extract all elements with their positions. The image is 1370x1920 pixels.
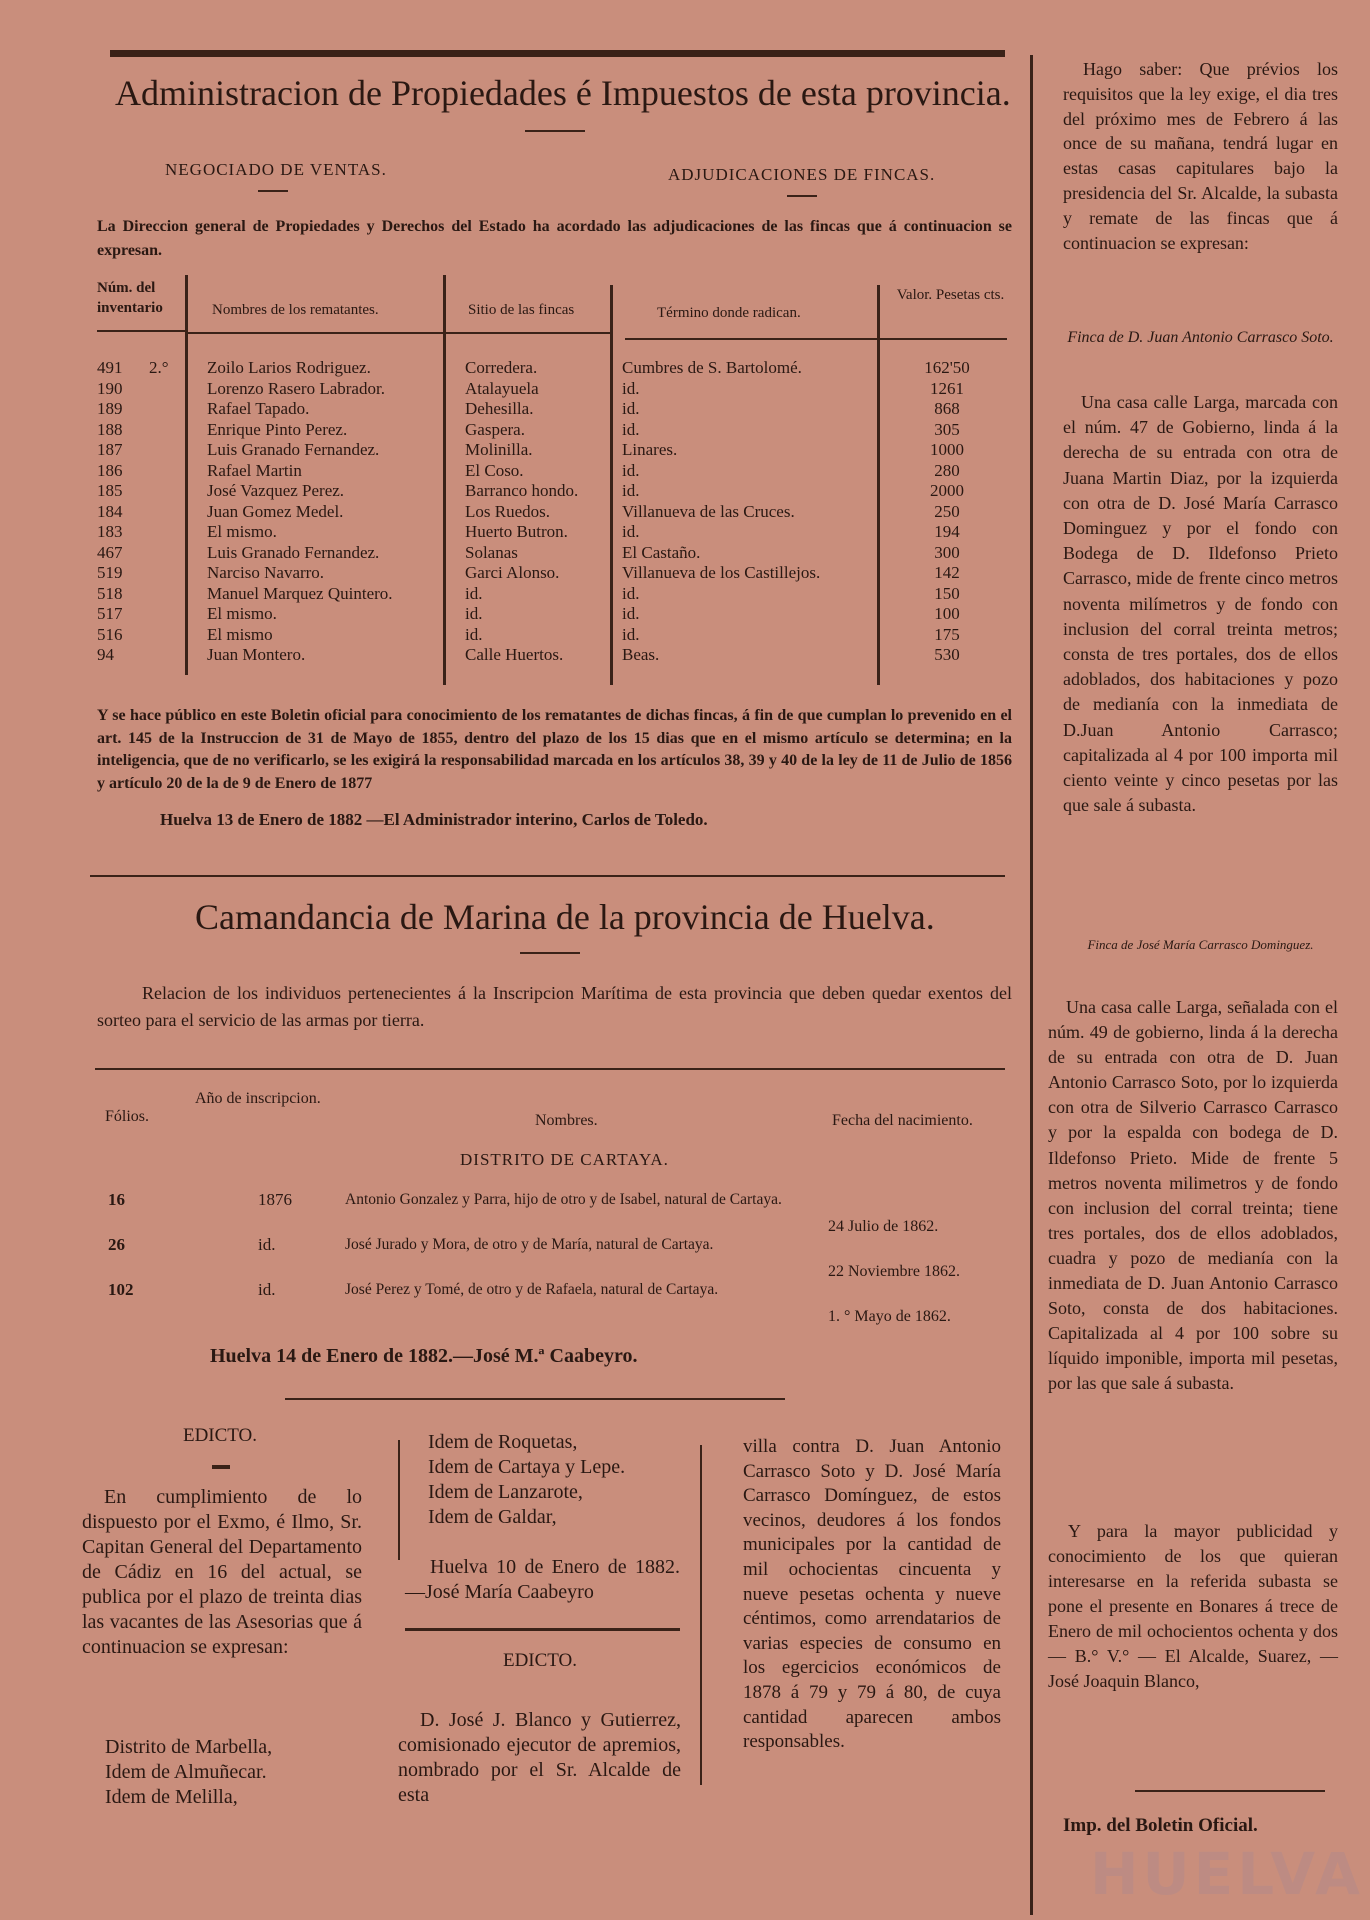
table-cell-valor: 868 [934,399,960,418]
header-valor: Valor. Pesetas cts. [896,287,1005,303]
table-cell-nombre: Manuel Marquez Quintero. [207,583,393,603]
table-cell-valor: 300 [934,542,960,562]
marina-cell-anio: id. [258,1280,276,1299]
marina-cell-anio: 1876 [258,1190,292,1209]
finca2-body: Una casa calle Larga, señalada con el núm. 49 de gobierno, linda á la derecha de su entrada con otra de D. Juan Antonio Carrasco Soto, por lo izquierda con otra de Silverio Carrasco Carrasco y por la espalda con bodega de D. Ildefonso Prieto. Mide de frente 5 metros noventa milimetros y de fondo con inclusion del corral treinta; tiene tres portales, dos de ellos adoblados, cuadra y pozo de medianía con la inmediata de D. Juan Antonio Carrasco Soto, consta de dos habitaciones. Capitalizada al 4 por 100 sobre su líquido imponible, importa mil pesetas, por las que sale á subasta. [1048,997,1338,1394]
table-cell-num: 189 [97,399,123,418]
marina-header-fecha: Fecha del nacimiento. [832,1112,973,1129]
table-cell-termino: id. [622,624,640,644]
intro-text: La Direccion general de Propiedades y Derechos del Estado ha acordado las adjudicaciones de las fincas que á continuacion se expresan. [97,218,1012,259]
table-cell-sitio: id. [465,624,483,644]
table-cell-num: 467 [97,542,123,562]
table-cell-nombre: Rafael Martin [207,460,302,480]
table-cell-sitio: Garci Alonso. [465,563,560,582]
table-cell-nombre: José Vazquez Perez. [207,481,345,500]
table-cell-valor: 280 [934,460,960,480]
table-cell-termino: id. [622,399,640,418]
table-cell-termino: Villanueva de los Castillejos. [622,563,821,582]
edicto1-body: En cumplimiento de lo dispuesto por el Exmo, é Ilmo, Sr. Capitan General del Departamento de Cádiz en 16 del actual, se publica por el plazo de treinta dias las vacantes de las Asesorias que á continuacion se expresan: [82,1486,362,1658]
negociado-label: NEGOCIADO DE VENTAS. [165,160,387,179]
district-label: DISTRITO DE CARTAYA. [460,1150,669,1169]
table-cell-sitio: Los Ruedos. [465,501,550,521]
table-cell-termino: id. [622,604,640,623]
table-cell-termino: id. [622,378,640,398]
table-cell-nombre: Narciso Navarro. [207,563,325,582]
edicto2-body-a: D. José J. Blanco y Gutierrez, comisionado ejecutor de apremios, nombrado por el Sr. Alcalde de esta [398,1709,681,1806]
table-cell-sitio: Molinilla. [465,440,533,459]
header-num: Núm. del inventario [97,280,163,316]
table-cell-sitio: id. [465,604,483,623]
table-cell-nombre: El mismo. [207,604,277,623]
table-cell-num: 188 [97,419,123,439]
marina-cell-nombre: Antonio Gonzalez y Parra, hijo de otro y de Isabel, natural de Cartaya. [345,1191,782,1208]
table-cell-valor: 530 [934,645,960,664]
table-cell-num: 519 [97,563,123,582]
list-item: Idem de Roquetas, [428,1431,578,1453]
table-cell-sitio: Atalayuela [465,378,539,398]
table-cell-sitio: Gaspera. [465,419,525,439]
table-cell-sitio: Corredera. [465,358,538,377]
table-cell-valor: 150 [934,583,960,603]
table-cell-termino: Beas. [622,645,660,664]
table-cell-valor: 100 [934,604,960,623]
huelva-watermark: HUELVA [1090,1840,1365,1908]
table-cell-nombre: Lorenzo Rasero Labrador. [207,378,385,398]
table-cell-nombre: Juan Montero. [207,645,306,664]
table-cell-extra [149,481,189,502]
edicto1-list-a [105,1735,272,1810]
table-cell-num: 185 [97,481,123,500]
table-cell-num: 186 [97,460,123,480]
table-cell-num: 517 [97,604,123,623]
table-cell-sitio: Huerto Butron. [465,522,568,541]
table-cell-extra [149,502,189,523]
header-termino: Término donde radican. [657,305,801,321]
table-cell-nombre: Juan Gomez Medel. [207,501,344,521]
table-cell-nombre: Rafael Tapado. [207,399,310,418]
table-cell-valor: 175 [934,624,960,644]
marina-cell-folio: 16 [108,1190,125,1209]
table-cell-extra [149,645,189,666]
finca2-title: Finca de José María Carrasco Dominguez. [1087,937,1314,952]
table-cell-valor: 305 [934,419,960,439]
marina-cell-fecha: 22 Noviembre 1862. [828,1263,960,1280]
marina-title: Camandancia de Marina de la provincia de Huelva. [195,897,935,937]
table-cell-nombre: Enrique Pinto Perez. [207,419,348,439]
table-cell-extra [149,625,189,646]
table-cell-extra [149,522,189,543]
table-cell-sitio: Calle Huertos. [465,645,564,664]
table-cell-extra [149,461,189,482]
marina-header-nombres: Nombres. [535,1112,598,1129]
table-cell-termino: id. [622,481,640,500]
table-cell-extra [149,604,189,625]
table-cell-extra [149,420,189,441]
edicto2-title: EDICTO. [502,1650,578,1671]
marina-intro: Relacion de los individuos pertenecientes á la Inscripcion Marítima de esta provincia que deben quedar exentos del sorteo para el servicio de las armas por tierra. [97,983,1012,1030]
title-ornament [525,130,585,132]
table-cell-num: 190 [97,378,123,398]
table-cell-nombre: Luis Granado Fernandez. [207,440,380,459]
table-cell-sitio: Solanas [465,542,518,562]
marina-signature: Huelva 14 de Enero de 1882.—José M.ª Caabeyro. [210,1345,638,1367]
list-item: Idem de Lanzarote, [428,1481,583,1503]
table-cell-termino: El Castaño. [622,542,701,562]
table-cell-num: 518 [97,583,123,603]
marina-header-folios: Fólios. [105,1108,150,1125]
table-cell-valor: 162'50 [924,358,970,377]
list-item: Idem de Cartaya y Lepe. [428,1456,626,1478]
notice-text: Y se hace público en este Boletin oficial para conocimiento de los rematantes de dichas fincas, á fin de que cumplan lo prevenido en el art. 145 de la Instruccion de 31 de Mayo de 1855, dentro del plazo de los 15 dias que en el mismo artículo se determina; en la inteligencia, que de no verificarlo, se les exigirá la responsabilidad marcada en los artículos 38, 39 y 40 de la ley de 11 de Julio de 1856 y artículo 20 de la de 9 de Enero de 1877 [97,707,1012,792]
header-nombres: Nombres de los rematantes. [212,302,379,318]
marina-cell-fecha: 24 Julio de 1862. [828,1218,939,1235]
table-cell-termino: id. [622,522,640,541]
finca1-title: Finca de D. Juan Antonio Carrasco Soto. [1067,329,1334,346]
page-title: Administracion de Propiedades é Impuestos de esta provincia. [115,73,1011,113]
table-cell-nombre: El mismo. [207,522,277,541]
marina-header-anio: Año de inscripcion. [195,1090,321,1107]
table-cell-extra [149,440,189,461]
table-cell-sitio: El Coso. [465,460,524,480]
list-item: Idem de Almuñecar. [105,1761,267,1783]
table-cell-num: 184 [97,501,123,521]
table-cell-valor: 194 [934,522,960,541]
table-cell-sitio: Dehesilla. [465,399,534,418]
edicto1-title: EDICTO. [182,1425,258,1446]
marina-cell-nombre: José Perez y Tomé, de otro y de Rafaela, natural de Cartaya. [345,1281,719,1298]
table-cell-extra: 2.° [149,358,169,377]
table-cell-valor: 1000 [930,440,964,459]
marina-cell-folio: 102 [108,1280,134,1299]
edicto1-signature: Huelva 10 de Enero de 1882. —José María Caabeyro [405,1556,680,1603]
edicto1-list-b [428,1430,625,1530]
table-cell-nombre: Zoilo Larios Rodriguez. [207,358,371,377]
table-cell-extra [149,563,189,584]
table-cell-termino: Cumbres de S. Bartolomé. [622,358,802,377]
table-cell-termino: id. [622,583,640,603]
table-cell-nombre: El mismo [207,624,273,644]
top-rule [110,50,1005,57]
signature-administrador: Huelva 13 de Enero de 1882 —El Administrador interino, Carlos de Toledo. [160,810,708,829]
table-cell-termino: id. [622,460,640,480]
table-cell-num: 516 [97,624,123,644]
table-cell-extra [149,379,189,400]
table-cell-num: 187 [97,440,123,459]
marina-cell-anio: id. [258,1235,276,1254]
table-cell-sitio: id. [465,583,483,603]
table-cell-valor: 250 [934,501,960,521]
table-cell-valor: 2000 [930,481,964,500]
table-cell-num: 94 [97,645,114,664]
table-cell-extra [149,399,189,420]
table-cell-termino: Linares. [622,440,678,459]
table-cell-sitio: Barranco hondo. [465,481,579,500]
list-item: Idem de Melilla, [105,1786,238,1808]
table-cell-extra [149,543,189,564]
table-cell-valor: 142 [934,563,960,582]
table-cell-nombre: Luis Granado Fernandez. [207,542,380,562]
table-cell-num: 491 [97,358,123,377]
right-intro: Hago saber: Que prévios los requisitos que la ley exige, el dia tres del próximo mes de Febrero á las once de su mañana, tendrá lugar en estas casas capitulares bajo la presidencia del Sr. Alcalde, la subasta y remate de las fincas que á continuacion se expresan: [1063,59,1338,253]
table-cell-termino: id. [622,419,640,439]
closing-text: Y para la mayor publicidad y conocimiento de los que quieran interesarse en la referida subasta se pone el presente en Bonares á trece de Enero de mil ochocientos ochenta y dos — B.° V.° — El Alcalde, Suarez, — José Joaquin Blanco, [1048,1521,1338,1691]
list-item: Distrito de Marbella, [105,1736,273,1758]
finca1-body: Una casa calle Larga, marcada con el núm. 47 de Gobierno, linda á la derecha de su entrada con otra de Juana Martin Diaz, por la izquierda con otra de D. José María Carrasco Dominguez y por el fondo con Bodega de D. Ildefonso Prieto Carrasco, mide de frente cinco metros noventa milímetros y de fondo con inclusion del corral treinta metros; consta de tres portales, dos de ellos adoblados, dos habitaciones y pozo de medianía con la inmediata de D.Juan Antonio Carrasco; capitalizada al 4 por 100 importa mil ciento veinte y cinco pesetas por las que sale á subasta. [1063,392,1338,816]
table-cell-extra [149,584,189,605]
marina-cell-fecha: 1. ° Mayo de 1862. [828,1308,951,1325]
list-item: Idem de Galdar, [428,1506,557,1528]
edicto2-body-b: villa contra D. Juan Antonio Carrasco Soto y D. José María Carrasco Domínguez, de estos vecinos, deudores á los fondos municipales por la cantidad de mil ochocientas cincuenta y nueve pesetas ochenta y nueve céntimos, como arrendatarios de varias especies de consumo en los egercicios económicos de 1878 á 79 y 79 á 80, de cuya cantidad aparecen ambos responsables. [743,1436,1001,1753]
table-cell-termino: Villanueva de las Cruces. [622,501,795,521]
column-divider [1030,55,1033,1915]
adjudicaciones-label: ADJUDICACIONES DE FINCAS. [668,165,936,184]
table-cell-valor: 1261 [930,378,964,398]
marina-cell-nombre: José Jurado y Mora, de otro y de María, natural de Cartaya. [345,1236,714,1253]
imprint: Imp. del Boletin Oficial. [1063,1815,1258,1836]
table-cell-num: 183 [97,522,123,541]
marina-cell-folio: 26 [108,1235,125,1254]
header-sitio: Sitio de las fincas [468,302,575,318]
